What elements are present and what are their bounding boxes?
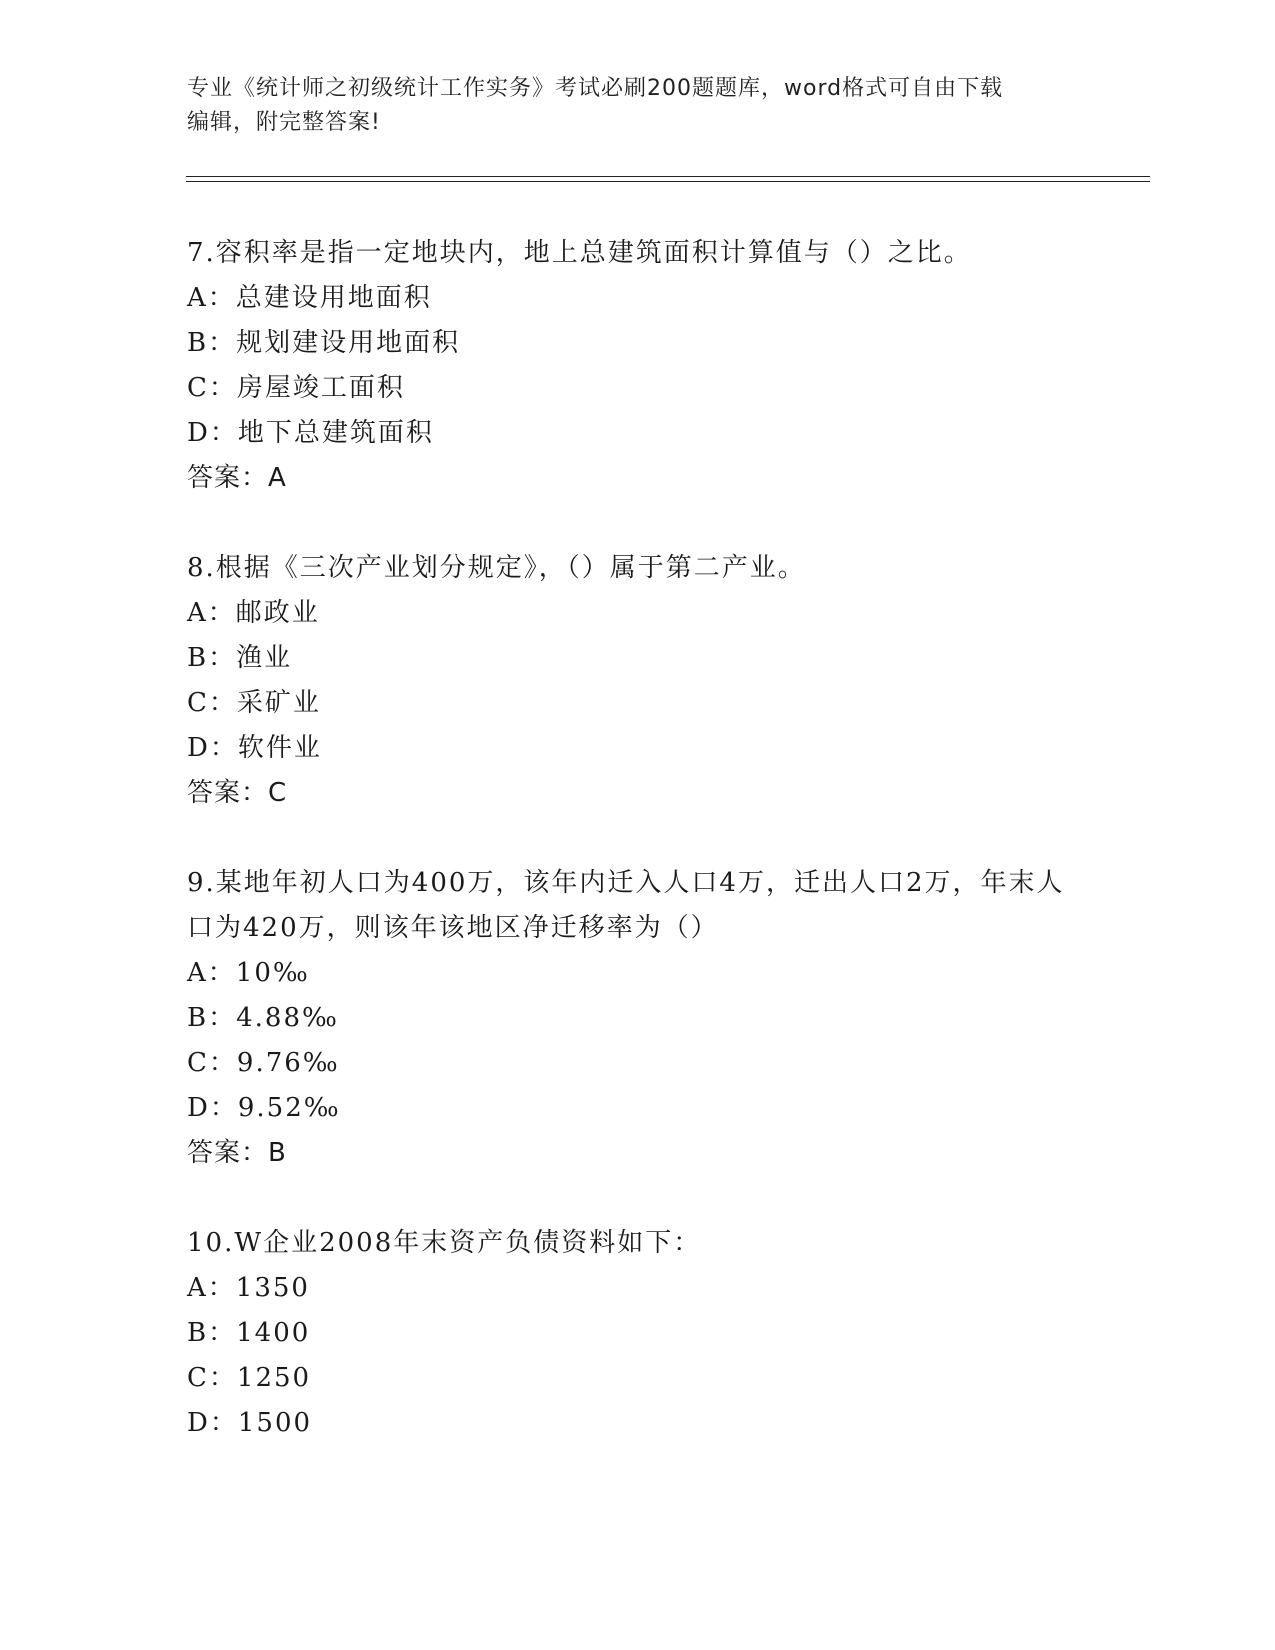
option-key: D： (187, 733, 238, 763)
option-text: 采矿业 (236, 688, 321, 718)
option-text: 9.76‰ (236, 1048, 340, 1078)
option-text: 1400 (236, 1318, 311, 1348)
question-stem: 10.W企业2008年末资产负债资料如下： (187, 1228, 702, 1258)
header-divider-top (186, 176, 1150, 177)
option-d (187, 411, 1087, 456)
option-key: B： (187, 1003, 237, 1033)
answer-line: 答案：A (187, 463, 287, 493)
option-text: 1350 (235, 1273, 310, 1303)
option-a (187, 276, 1087, 321)
option-key: D： (187, 418, 238, 448)
header-title-line-1: 专业《统计师之初级统计工作实务》考试必刷200题题库，word格式可自由下载 (187, 76, 1004, 101)
option-a (187, 1266, 1087, 1311)
option-text: 4.88‰ (236, 1003, 339, 1033)
option-c (187, 1356, 1087, 1401)
option-text: 渔业 (236, 643, 293, 673)
option-text: 9.52‰ (237, 1093, 341, 1123)
question-9 (187, 861, 1087, 1176)
option-text: 软件业 (237, 733, 322, 763)
question-7 (187, 231, 1087, 501)
option-key: C： (187, 1363, 237, 1393)
option-a (187, 591, 1087, 636)
option-text: 1500 (237, 1408, 313, 1438)
option-key: B： (187, 328, 237, 358)
document-header (187, 72, 1087, 140)
option-text: 总建设用地面积 (235, 283, 432, 313)
option-key: C： (187, 1048, 237, 1078)
option-d (187, 726, 1087, 771)
option-text: 房屋竣工面积 (236, 373, 405, 403)
option-b (187, 1311, 1087, 1356)
answer-line: 答案：B (187, 1138, 287, 1168)
option-key: D： (187, 1408, 238, 1438)
option-text: 规划建设用地面积 (236, 328, 461, 358)
option-d (187, 1401, 1087, 1446)
question-stem: 7.容积率是指一定地块内，地上总建筑面积计算值与（）之比。 (187, 238, 972, 268)
question-stem: 9.某地年初人口为400万，该年内迁入人口4万，迁出人口2万，年末人口为420万，则该年该地区净迁移率为（） (187, 868, 1065, 943)
option-key: B： (187, 643, 237, 673)
option-key: B： (187, 1318, 237, 1348)
question-stem: 8.根据《三次产业划分规定》，（）属于第二产业。 (187, 553, 806, 583)
header-title-line-2: 编辑，附完整答案! (187, 110, 381, 135)
option-b (187, 636, 1087, 681)
option-d (187, 1086, 1087, 1131)
option-key: A： (187, 1273, 236, 1303)
option-key: A： (187, 283, 236, 313)
option-text: 邮政业 (235, 598, 320, 628)
question-list (187, 231, 1087, 1491)
option-key: A： (187, 598, 236, 628)
question-8 (187, 546, 1087, 816)
option-key: D： (187, 1093, 238, 1123)
header-divider-bottom (186, 181, 1150, 182)
option-text: 地下总建筑面积 (237, 418, 434, 448)
option-key: C： (187, 373, 237, 403)
option-text: 1250 (236, 1363, 312, 1393)
option-c (187, 681, 1087, 726)
option-a (187, 951, 1087, 996)
option-c (187, 366, 1087, 411)
question-10 (187, 1221, 1087, 1446)
option-b (187, 996, 1087, 1041)
option-key: C： (187, 688, 237, 718)
option-b (187, 321, 1087, 366)
option-c (187, 1041, 1087, 1086)
option-text: 10‰ (235, 958, 310, 988)
option-key: A： (187, 958, 236, 988)
answer-line: 答案：C (187, 778, 288, 808)
